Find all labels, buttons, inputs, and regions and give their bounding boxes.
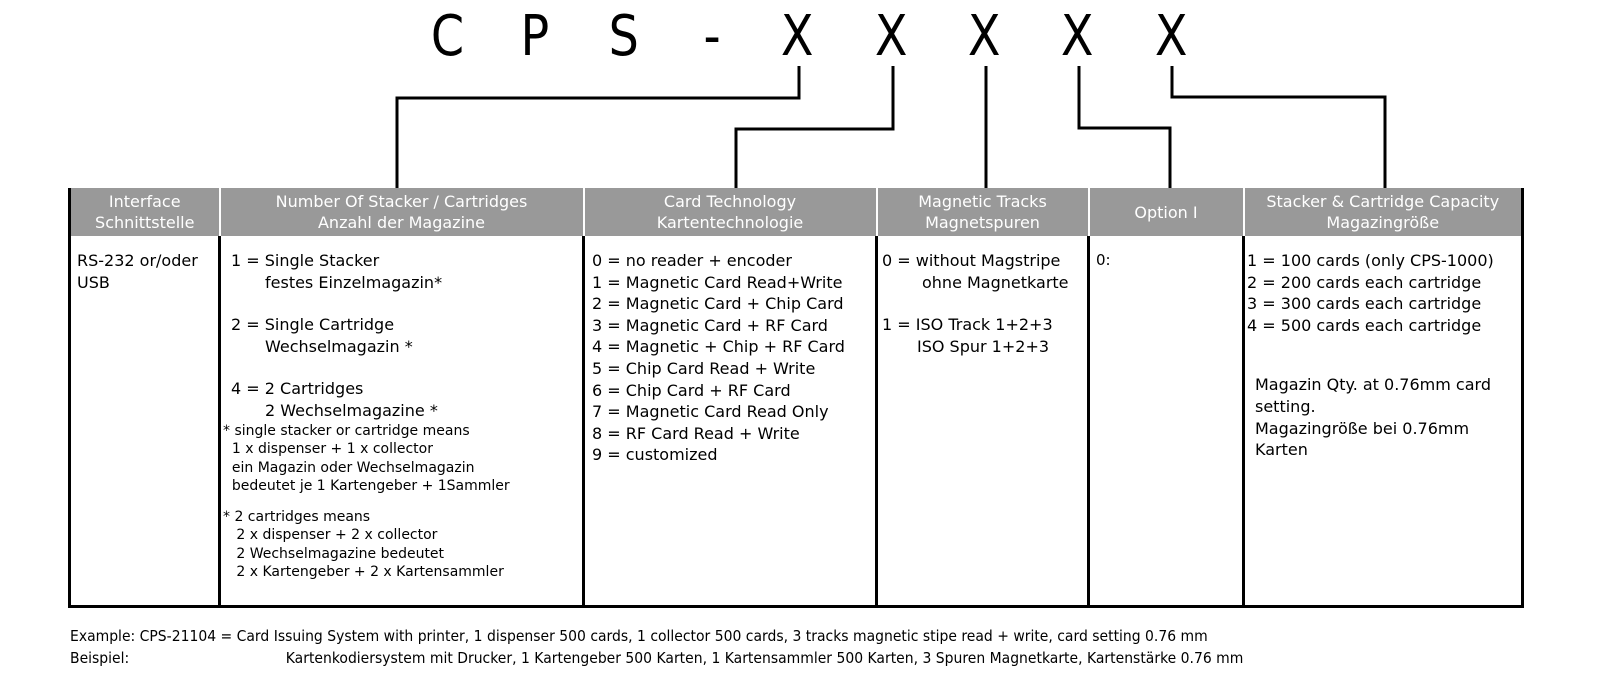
example-en — [70, 625, 1243, 647]
header-magnetic-tracks: Magnetic Tracks Magnetspuren — [877, 188, 1089, 236]
example-de-label: Beispiel: — [70, 649, 130, 667]
code-placeholder-4: X — [1060, 4, 1094, 69]
option-single-stacker: 1 = Single Stacker festes Einzelmagazin* — [231, 251, 443, 292]
connector-lines — [0, 0, 1600, 200]
example-section — [70, 625, 1243, 669]
cell-interface: RS-232 or/oder USB — [77, 251, 198, 292]
connector-5 — [1172, 66, 1385, 188]
header-stacker-count: Number Of Stacker / Cartridges Anzahl der Magazine — [220, 188, 584, 236]
capacity-note: Magazin Qty. at 0.76mm card setting. Magazingröße bei 0.76mm Karten — [1255, 375, 1491, 460]
header-row — [70, 188, 1523, 236]
option-two-cartridges: 4 = 2 Cartridges 2 Wechselmagazine * — [231, 379, 438, 420]
code-placeholder-2: X — [874, 4, 908, 69]
example-de — [70, 647, 1243, 669]
code-letter-s: S — [608, 4, 639, 69]
cell-stacker-count — [220, 236, 584, 607]
example-en-label: Example: CPS-21104 = — [70, 627, 237, 645]
code-letter-c: C — [430, 4, 465, 69]
code-dash: - — [703, 4, 721, 69]
cell-capacity: 1 = 100 cards (only CPS-1000) 2 = 200 cards each cartridge 3 = 300 cards each cartridge 4 = 500 cards each cartridge Magazin Qty. at 0.76mm card setting. Magazingröße bei 0.76mm Karten — [1244, 236, 1523, 607]
cell-option-i: 0: — [1089, 236, 1244, 607]
option-iso-tracks: 1 = ISO Track 1+2+3 ISO Spur 1+2+3 — [882, 315, 1053, 356]
option-single-cartridge: 2 = Single Cartridge Wechselmagazin * — [231, 315, 413, 356]
connector-4 — [1079, 66, 1170, 188]
code-placeholder-1: X — [780, 4, 814, 69]
connector-2 — [736, 66, 893, 188]
footnote-single: * single stacker or cartridge means 1 x dispenser + 1 x collector ein Magazin oder Wechselmagazin bedeutet je 1 Kartengeber + 1Sammler — [223, 422, 510, 495]
footnote-two-cartridges: * 2 cartridges means 2 x dispenser + 2 x collector 2 Wechselmagazine bedeutet 2 x Kartengeber + 2 x Kartensammler — [223, 508, 504, 581]
body-row — [70, 236, 1523, 607]
header-card-technology: Card Technology Kartentechnologie — [584, 188, 877, 236]
header-interface: Interface Schnittstelle — [70, 188, 220, 236]
spec-table — [68, 188, 1524, 608]
code-placeholder-3: X — [967, 4, 1001, 69]
code-letter-p: P — [520, 4, 550, 69]
header-capacity: Stacker & Cartridge Capacity Magazingröße — [1244, 188, 1523, 236]
code-placeholder-5: X — [1154, 4, 1188, 69]
option-no-magstripe: 0 = without Magstripe ohne Magnetkarte — [882, 251, 1069, 292]
cell-card-technology: 0 = no reader + encoder 1 = Magnetic Card Read+Write 2 = Magnetic Card + Chip Card 3 = Magnetic Card + RF Card 4 = Magnetic + Chip + RF Card 5 = Chip Card Read + Write 6 = Chip Card + RF Card 7 = Magnetic Card Read Only 8 = RF Card Read + Write 9 = customized — [584, 236, 877, 607]
connector-1 — [397, 66, 799, 188]
header-option-i: Option I — [1089, 188, 1244, 236]
example-de-text: Kartenkodiersystem mit Drucker, 1 Kartengeber 500 Karten, 1 Kartensammler 500 Karten, 3 Spuren Magnetkarte, Kartenstärke 0.76 mm — [285, 649, 1244, 667]
cell-magnetic-tracks — [877, 236, 1089, 607]
example-en-text: Card Issuing System with printer, 1 dispenser 500 cards, 1 collector 500 cards, 3 tracks magnetic stipe read + write, card setting 0.76 mm — [236, 627, 1208, 645]
